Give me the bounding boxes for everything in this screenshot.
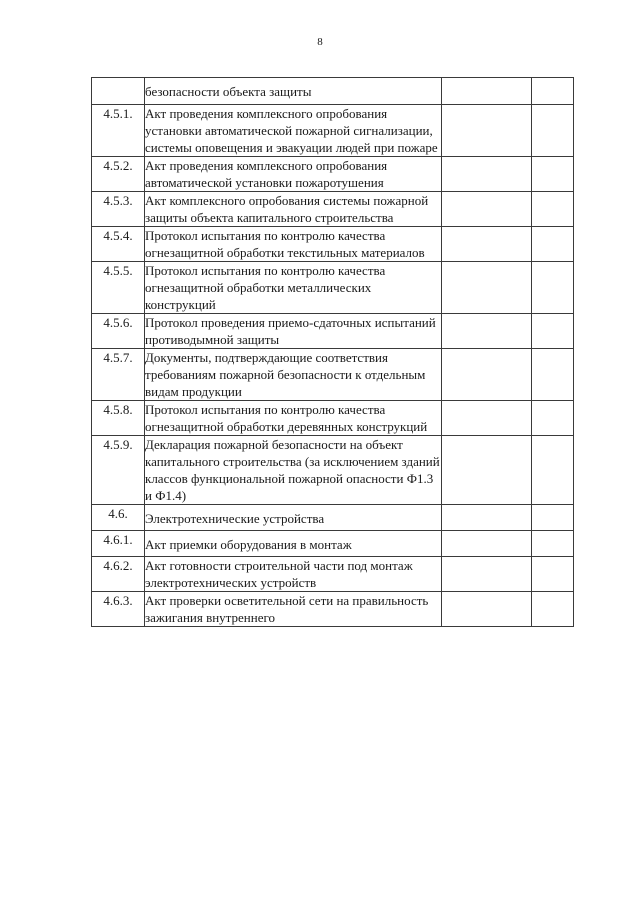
row-number: 4.5.5.	[92, 262, 145, 314]
empty-cell	[532, 592, 574, 627]
empty-cell	[442, 78, 532, 105]
row-number: 4.6.1.	[92, 531, 145, 557]
empty-cell	[442, 262, 532, 314]
row-number: 4.5.4.	[92, 227, 145, 262]
empty-cell	[532, 157, 574, 192]
empty-cell	[442, 314, 532, 349]
empty-cell	[442, 505, 532, 531]
empty-cell	[442, 349, 532, 401]
empty-cell	[532, 436, 574, 505]
empty-cell	[442, 192, 532, 227]
row-number: 4.5.9.	[92, 436, 145, 505]
row-title: Протокол испытания по контролю качества огнезащитной обработки металлических конструкций	[145, 262, 442, 314]
empty-cell	[532, 262, 574, 314]
table-row	[92, 192, 574, 227]
row-number: 4.5.2.	[92, 157, 145, 192]
table-row	[92, 262, 574, 314]
table-row	[92, 314, 574, 349]
row-number: 4.5.8.	[92, 401, 145, 436]
empty-cell	[442, 105, 532, 157]
empty-cell	[532, 227, 574, 262]
empty-cell	[532, 505, 574, 531]
row-number: 4.6.	[92, 505, 145, 531]
row-title: Акт комплексного опробования системы пожарной защиты объекта капитального строительства	[145, 192, 442, 227]
row-number: 4.6.2.	[92, 557, 145, 592]
row-title: Акт готовности строительной части под монтаж электротехнических устройств	[145, 557, 442, 592]
row-title: Протокол испытания по контролю качества огнезащитной обработки текстильных материалов	[145, 227, 442, 262]
row-number: 4.6.3.	[92, 592, 145, 627]
row-number	[92, 78, 145, 105]
table-row	[92, 505, 574, 531]
table-row	[92, 531, 574, 557]
empty-cell	[532, 192, 574, 227]
row-title: Акт проведения комплексного опробования установки автоматической пожарной сигнализации, системы оповещения и эвакуации людей при пожаре	[145, 105, 442, 157]
empty-cell	[442, 157, 532, 192]
table-row	[92, 78, 574, 105]
empty-cell	[532, 401, 574, 436]
empty-cell	[442, 436, 532, 505]
row-number: 4.5.3.	[92, 192, 145, 227]
table-row	[92, 557, 574, 592]
table-row	[92, 105, 574, 157]
table-row	[92, 157, 574, 192]
row-title: Акт проведения комплексного опробования автоматической установки пожаротушения	[145, 157, 442, 192]
empty-cell	[532, 105, 574, 157]
empty-cell	[442, 592, 532, 627]
row-number: 4.5.1.	[92, 105, 145, 157]
row-title: Протокол испытания по контролю качества огнезащитной обработки деревянных конструкций	[145, 401, 442, 436]
empty-cell	[532, 349, 574, 401]
row-title: Акт проверки осветительной сети на правильность зажигания внутреннего	[145, 592, 442, 627]
row-title: Протокол проведения приемо-сдаточных испытаний противодымной защиты	[145, 314, 442, 349]
empty-cell	[532, 531, 574, 557]
row-title: Документы, подтверждающие соответствия требованиям пожарной безопасности к отдельным видам продукции	[145, 349, 442, 401]
table-row	[92, 349, 574, 401]
empty-cell	[442, 557, 532, 592]
empty-cell	[442, 401, 532, 436]
empty-cell	[532, 78, 574, 105]
table-row	[92, 401, 574, 436]
table-row	[92, 436, 574, 505]
row-title: Декларация пожарной безопасности на объект капитального строительства (за исключением зданий классов функциональной пожарной опасности Ф1.3 и Ф1.4)	[145, 437, 440, 503]
row-number: 4.5.7.	[92, 349, 145, 401]
row-number: 4.5.6.	[92, 314, 145, 349]
row-title: Акт приемки оборудования в монтаж	[145, 531, 442, 557]
table-row	[92, 227, 574, 262]
empty-cell	[532, 314, 574, 349]
table-row	[92, 592, 574, 627]
document-table	[91, 77, 574, 627]
row-title: Электротехнические устройства	[145, 505, 442, 531]
page-number: 8	[317, 36, 323, 48]
empty-cell	[442, 531, 532, 557]
empty-cell	[532, 557, 574, 592]
empty-cell	[442, 227, 532, 262]
row-title: безопасности объекта защиты	[145, 78, 442, 105]
